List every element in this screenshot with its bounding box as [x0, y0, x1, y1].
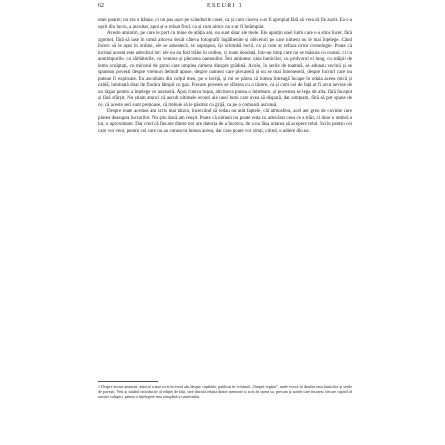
page-number: 62: [98, 3, 104, 9]
paragraph: Despre toate acestea am scris mai târziu, încercând să redau nu atât faptele, cât atmosfera, acel aer greu de cuvinte care plutea deasupra lucrurilor. Nu știu dacă am reușit. Poate că nimeni nu poate reda cu adevărat ceea ce a trăit, ci doar o umbră a lui, o aproximare. Dar cred că fiecare dintre noi are datoria de a încerca, de a nu lăsa uitarea să acopere totul. Scriu pentru cei care vor veni, pentru cei care nu au cunoscut lumea aceea, dar care poate vor simți, citind, o adiere din ea.: [98, 109, 352, 134]
running-head: ESEURI 1: [207, 3, 243, 9]
paragraph: Aceste amintiri, pe care le port cu mine de atâția ani, nu sunt doar ale mele. Ele aparțin unei lumi care s-a stins încet, fără zgomot, fără să lase în urmă altceva decât câteva fotografii îngălbenite și obiceiuri pe care nimeni nu le mai înțelege. Când încerc să le așez în ordine, ele se amestecă, se suprapun, își schimbă locul, ca și cum ar refuza orice cronologie. Poate că tocmai acesta este adevărul lor: ele nu au fost trăite în ordine, ci toate deodată, într-un timp care nu se măsura cu ceasul, ci cu anotimpurile, cu sărbătorile, cu venirea și plecarea oamenilor. Îmi amintesc casa bunicilor, cu pridvorul ei lung, cu stâlpii de lemn sculptați, cu mirosul de gutui care umplea camera dinspre grădină. Acolo, în serile de toamnă, se adunau vecinii și se spuneau povești despre vremuri demult apuse, despre oameni care plecaseră și nu se mai întorseseră, despre lucruri care nu puteau fi explicate. Eu ascultam din colțul meu, pe o laviță, și mi se părea că lumea întreagă încape în odaia aceea mică și caldă, luminată doar de flacăra lămpii cu gaz. Fiecare poveste se sfârșea cu o tăcere, ca și cum cei de față ar fi avut nevoie de un răgaz pentru a înțelege ce auziseră. Apoi cineva tușea, altcineva punea o întrebare, și povestea se lega de alta, fără început și fără sfârșit. Nu știam atunci că ascult ultimele ecouri ale unei lumi care avea să dispară, dar simțeam, fără să pot spune de ce, că aceste seri sunt prețioase, că trebuie să le păstrez cu grijă, ca pe o comoară ascunsă.: [98, 31, 352, 108]
page-header: [98, 3, 352, 13]
footnote-separator: [98, 381, 158, 382]
body-text: [98, 18, 352, 135]
footnote: 1 Despre aceste amintiri, autorul a mai scris în eseul său despre copilărie, publicat în volumul „Timpul regăsit”, unde evocă în detaliu casa bunicilor și serile de povești. Vezi și studiul introductiv al ediției de față, care discută relația dintre memorie și scris în opera sa, precum și notele care însoțesc fiecare capitol al acestei culegeri, pentru o înțelegere mai completă a contextului.: [98, 384, 352, 400]
paragraph: unei poarte; nu era o bătaie, ci un pas ușor pe scândurile casei, ca și cum cineva s-ar fi apropiat fără să vrea să fie auzit. Ea s-a oprit din lucru, a ascultat, apoi și-a reluat firul, ca și cum nimic nu s-ar fi întâmplat.: [98, 18, 352, 30]
